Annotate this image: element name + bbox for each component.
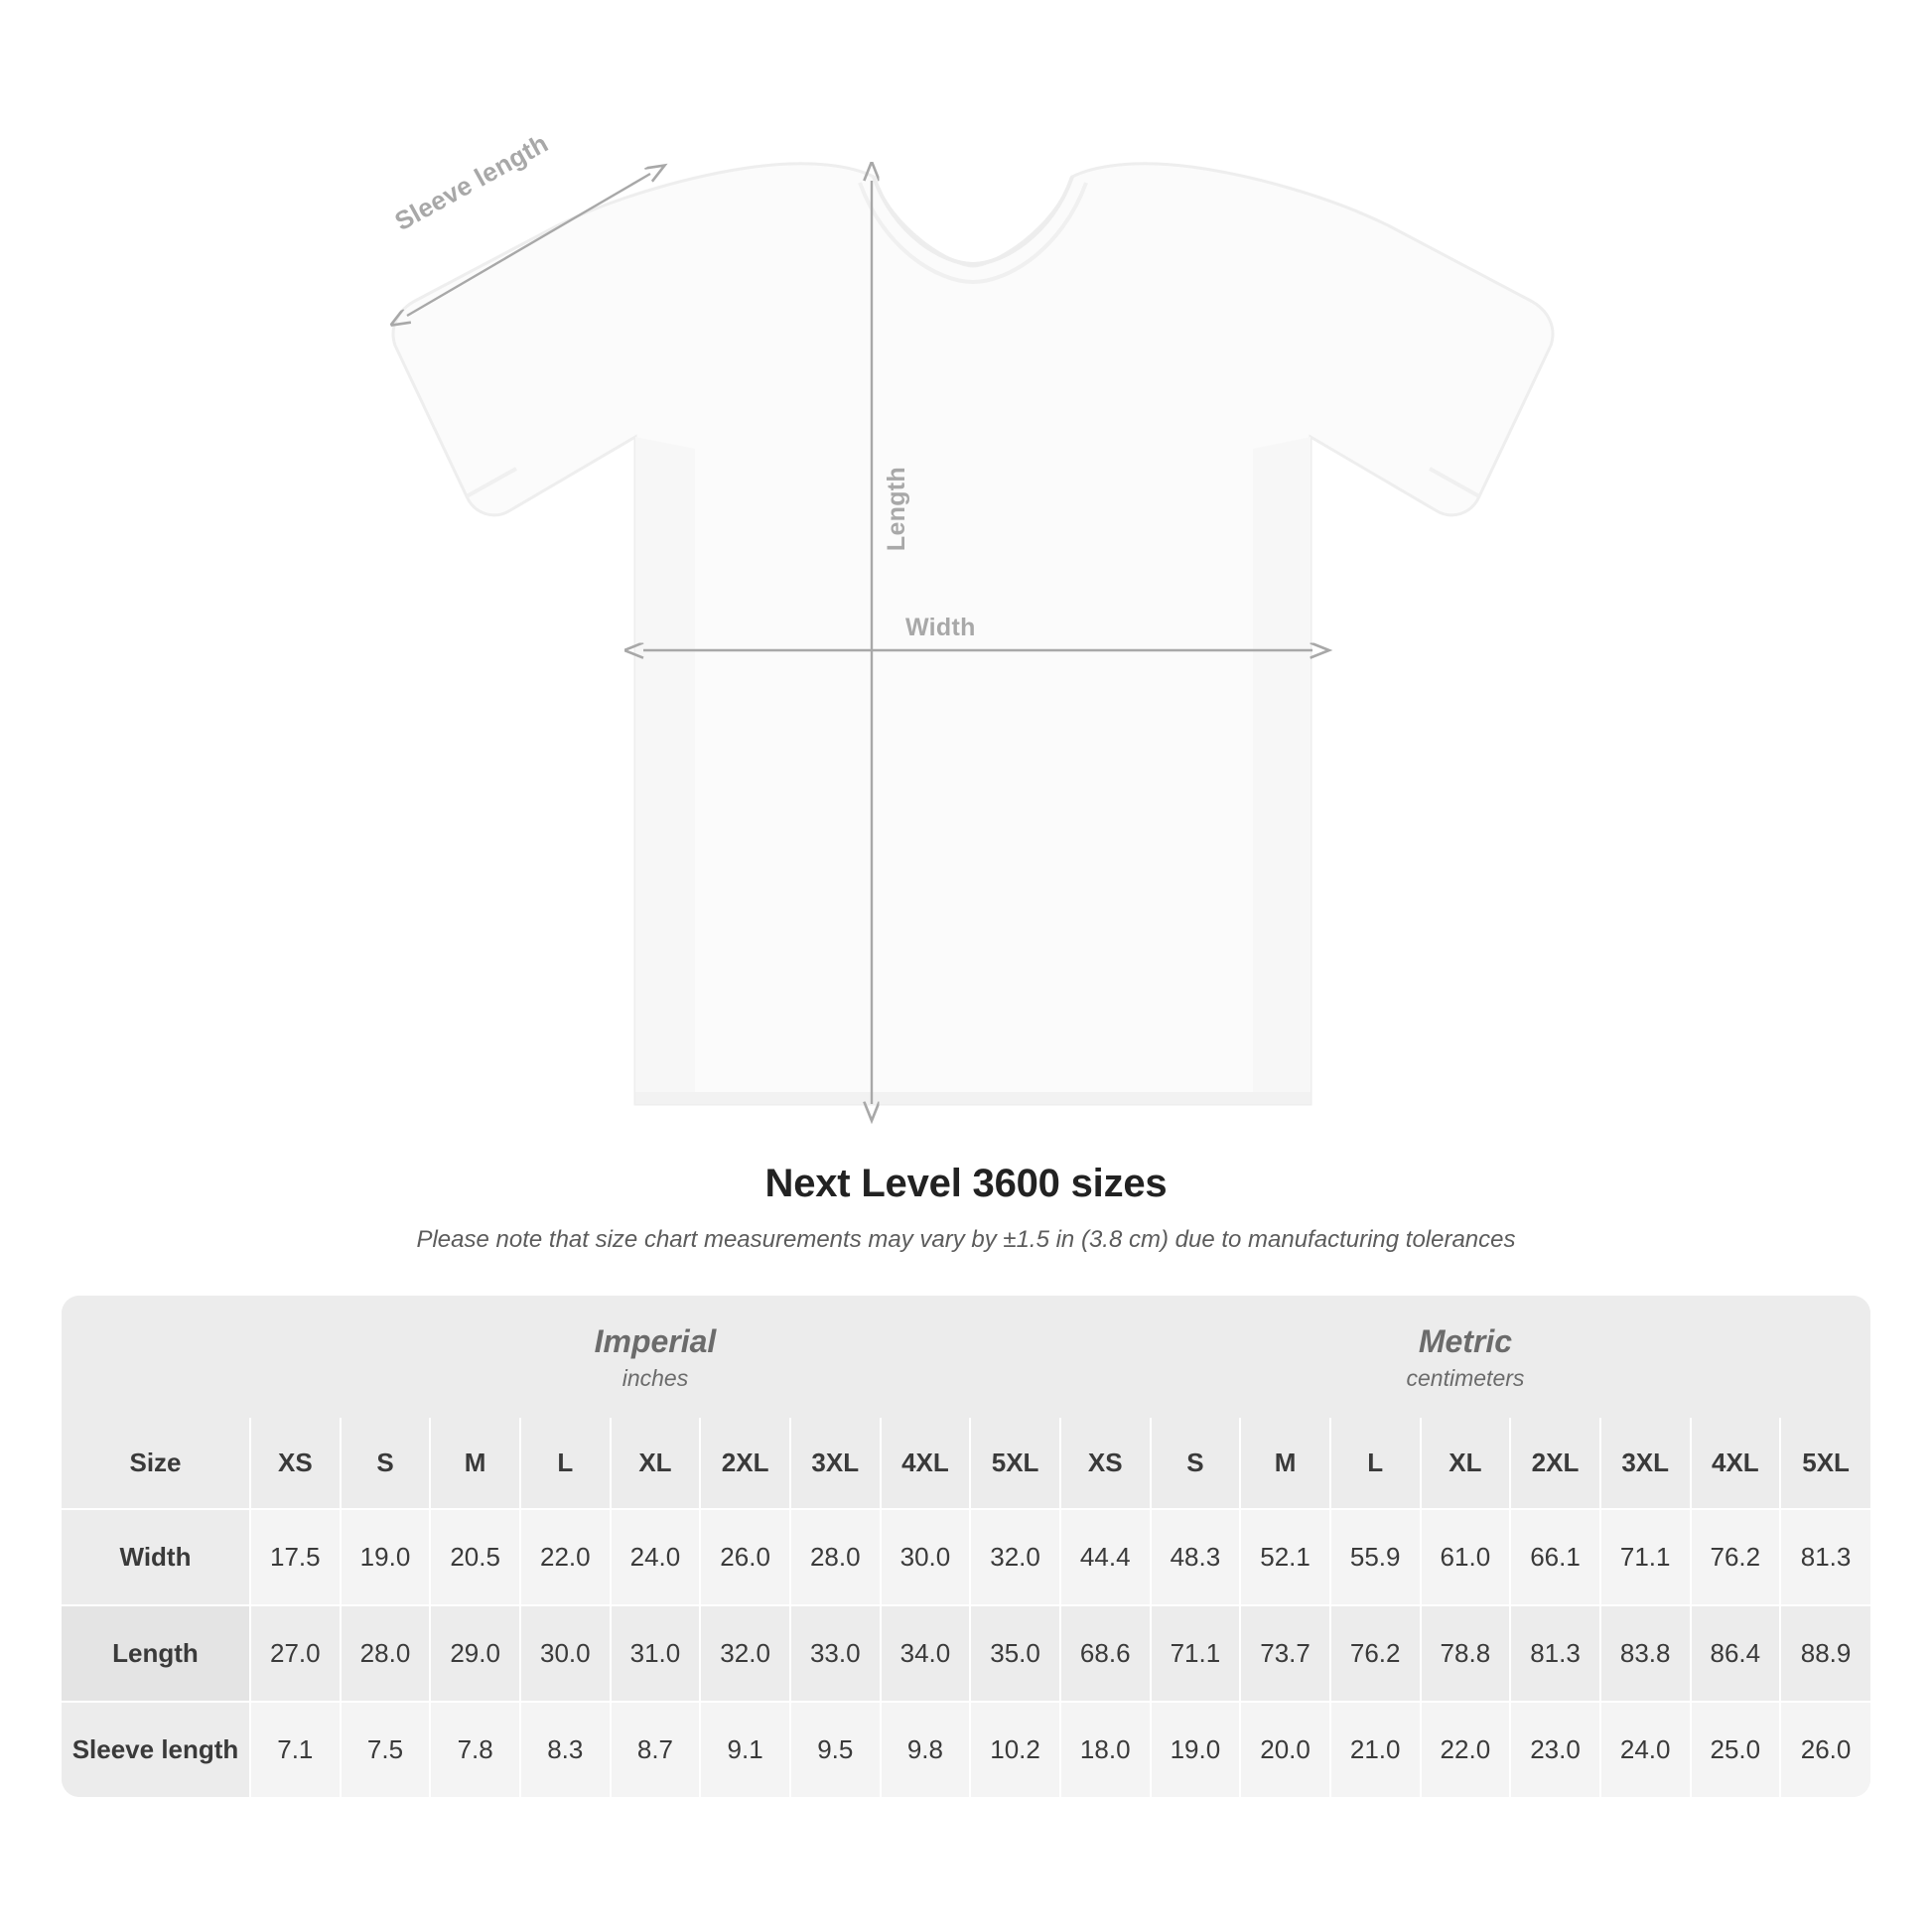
size-col-0: XS [250,1418,341,1509]
width-4xl-in: 30.0 [881,1509,971,1605]
sleeve-l-cm: 21.0 [1330,1702,1421,1797]
unit-imperial-name: Imperial [594,1323,717,1359]
length-xs-cm: 68.6 [1060,1605,1151,1702]
size-col-4: XL [611,1418,701,1509]
length-xl-in: 31.0 [611,1605,701,1702]
sleeve-2xl-cm: 23.0 [1510,1702,1600,1797]
size-col-7: 4XL [881,1418,971,1509]
sleeve-l-in: 8.3 [520,1702,611,1797]
length-xl-cm: 78.8 [1421,1605,1511,1702]
sleeve-xs-cm: 18.0 [1060,1702,1151,1797]
length-s-cm: 71.1 [1151,1605,1241,1702]
size-header-row [62,1418,1870,1509]
length-5xl-in: 35.0 [970,1605,1060,1702]
width-s-in: 19.0 [341,1509,431,1605]
sleeve-4xl-cm: 25.0 [1691,1702,1781,1797]
row-label-length: Length [62,1605,250,1702]
length-5xl-cm: 88.9 [1780,1605,1870,1702]
width-3xl-in: 28.0 [790,1509,881,1605]
table-row [62,1702,1870,1797]
table-row [62,1605,1870,1702]
length-3xl-cm: 83.8 [1600,1605,1691,1702]
tolerance-note: Please note that size chart measurements may vary by ±1.5 in (3.8 cm) due to manufacturing tolerances [416,1226,1516,1253]
length-4xl-cm: 86.4 [1691,1605,1781,1702]
size-col-16: 4XL [1691,1418,1781,1509]
sleeve-2xl-in: 9.1 [700,1702,790,1797]
size-col-6: 3XL [790,1418,881,1509]
sleeve-5xl-in: 10.2 [970,1702,1060,1797]
width-2xl-cm: 66.1 [1510,1509,1600,1605]
width-label: Width [905,614,976,641]
width-xs-cm: 44.4 [1060,1509,1151,1605]
sleeve-s-in: 7.5 [341,1702,431,1797]
unit-imperial-cell [250,1296,1060,1418]
length-l-cm: 76.2 [1330,1605,1421,1702]
length-s-in: 28.0 [341,1605,431,1702]
sleeve-s-cm: 19.0 [1151,1702,1241,1797]
sleeve-xl-in: 8.7 [611,1702,701,1797]
size-col-14: 2XL [1510,1418,1600,1509]
size-col-5: 2XL [700,1418,790,1509]
unit-header-row [62,1296,1870,1418]
sleeve-3xl-in: 9.5 [790,1702,881,1797]
width-m-cm: 52.1 [1240,1509,1330,1605]
width-4xl-cm: 76.2 [1691,1509,1781,1605]
width-xl-in: 24.0 [611,1509,701,1605]
size-col-1: S [341,1418,431,1509]
length-label: Length [883,467,910,552]
sleeve-length-label: Sleeve length [389,127,554,237]
unit-header-spacer [62,1296,250,1418]
length-3xl-in: 33.0 [790,1605,881,1702]
size-chart-table [62,1296,1870,1797]
sleeve-3xl-cm: 24.0 [1600,1702,1691,1797]
width-5xl-cm: 81.3 [1780,1509,1870,1605]
size-col-11: M [1240,1418,1330,1509]
table-row [62,1509,1870,1605]
width-l-in: 22.0 [520,1509,611,1605]
size-header-label: Size [62,1418,250,1509]
length-m-in: 29.0 [430,1605,520,1702]
size-col-8: 5XL [970,1418,1060,1509]
length-m-cm: 73.7 [1240,1605,1330,1702]
row-label-sleeve-length: Sleeve length [62,1702,250,1797]
sleeve-xl-cm: 22.0 [1421,1702,1511,1797]
length-4xl-in: 34.0 [881,1605,971,1702]
length-xs-in: 27.0 [250,1605,341,1702]
width-m-in: 20.5 [430,1509,520,1605]
width-2xl-in: 26.0 [700,1509,790,1605]
sleeve-xs-in: 7.1 [250,1702,341,1797]
title-block [0,1162,1932,1254]
unit-metric-name: Metric [1418,1323,1513,1359]
width-3xl-cm: 71.1 [1600,1509,1691,1605]
size-chart-table-wrapper [62,1296,1870,1797]
size-col-10: S [1151,1418,1241,1509]
unit-metric-sub: centimeters [1406,1365,1525,1391]
size-col-13: XL [1421,1418,1511,1509]
length-2xl-in: 32.0 [700,1605,790,1702]
size-col-3: L [520,1418,611,1509]
sleeve-4xl-in: 9.8 [881,1702,971,1797]
sleeve-m-in: 7.8 [430,1702,520,1797]
size-col-9: XS [1060,1418,1151,1509]
width-s-cm: 48.3 [1151,1509,1241,1605]
size-col-2: M [430,1418,520,1509]
row-label-width: Width [62,1509,250,1605]
unit-imperial-sub: inches [621,1365,689,1391]
width-l-cm: 55.9 [1330,1509,1421,1605]
width-5xl-in: 32.0 [970,1509,1060,1605]
sleeve-5xl-cm: 26.0 [1780,1702,1870,1797]
width-xs-in: 17.5 [250,1509,341,1605]
sleeve-m-cm: 20.0 [1240,1702,1330,1797]
length-l-in: 30.0 [520,1605,611,1702]
length-2xl-cm: 81.3 [1510,1605,1600,1702]
size-col-12: L [1330,1418,1421,1509]
page-title: Next Level 3600 sizes [764,1162,1168,1205]
size-col-15: 3XL [1600,1418,1691,1509]
size-col-17: 5XL [1780,1418,1870,1509]
width-xl-cm: 61.0 [1421,1509,1511,1605]
unit-metric-cell [1060,1296,1870,1418]
